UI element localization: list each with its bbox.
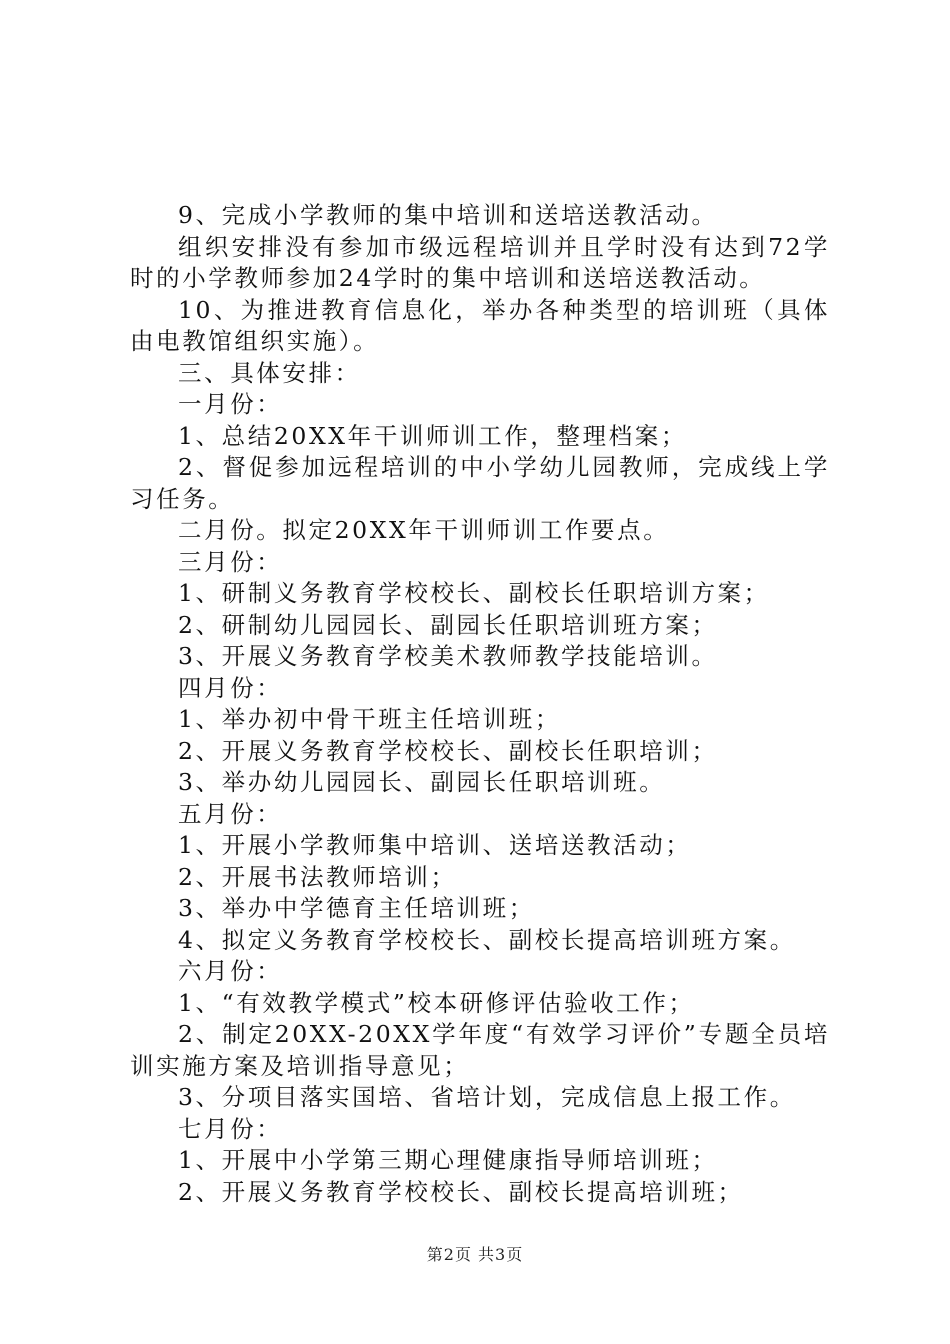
list-item: 3、举办中学德育主任培训班； <box>178 894 535 922</box>
list-item: 2、督促参加远程培训的中小学幼儿园教师，完成线上学习任务。 <box>130 453 830 513</box>
list-item: 2、开展义务教育学校校长、副校长任职培训； <box>178 736 718 765</box>
paragraph: 10、为推进教育信息化，举办各种类型的培训班（具体由电教馆组织实施）。 <box>130 295 830 355</box>
month-heading: 五月份： <box>178 799 283 828</box>
paragraph: 9、完成小学教师的集中培训和送培送教活动。 <box>178 201 718 229</box>
section-heading: 三、具体安排： <box>178 358 361 387</box>
month-heading: 一月份： <box>178 390 283 418</box>
month-heading: 七月份： <box>178 1114 283 1143</box>
list-item: 1、“有效教学模式”校本研修评估验收工作； <box>178 988 695 1017</box>
paragraph: 组织安排没有参加市级远程培训并且学时没有达到72学时的小学教师参加24学时的集中培训和送培送教活动。 <box>130 232 830 292</box>
page-indicator: 第2页 共3页 <box>426 1245 524 1264</box>
list-item: 3、分项目落实国培、省培计划，完成信息上报工作。 <box>178 1083 796 1111</box>
list-item: 2、制定20XX-20XX学年度“有效学习评价”专题全员培训实施方案及培训指导意见； <box>130 1020 830 1080</box>
list-item: 2、研制幼儿园园长、副园长任职培训班方案； <box>178 610 718 639</box>
list-item: 1、举办初中骨干班主任培训班； <box>178 705 561 733</box>
page-footer <box>0 1245 950 1265</box>
list-item: 3、开展义务教育学校美术教师教学技能培训。 <box>178 642 718 670</box>
month-heading: 三月份： <box>178 547 283 576</box>
list-item: 4、拟定义务教育学校校长、副校长提高培训班方案。 <box>178 925 796 954</box>
list-item: 1、研制义务教育学校校长、副校长任职培训方案； <box>178 579 770 607</box>
document-body <box>130 200 830 1208</box>
list-item: 1、开展中小学第三期心理健康指导师培训班； <box>178 1146 718 1174</box>
month-heading: 四月份： <box>178 673 283 702</box>
list-item: 3、举办幼儿园园长、副园长任职培训班。 <box>178 768 666 796</box>
month-heading: 六月份： <box>178 957 283 985</box>
list-item: 2、开展义务教育学校校长、副校长提高培训班； <box>178 1177 744 1206</box>
month-heading: 二月份。拟定20XX年干训师训工作要点。 <box>178 516 670 544</box>
list-item: 1、开展小学教师集中培训、送培送教活动； <box>178 831 692 859</box>
list-item: 1、总结20XX年干训师训工作，整理档案； <box>178 421 687 450</box>
list-item: 2、开展书法教师培训； <box>178 862 457 891</box>
